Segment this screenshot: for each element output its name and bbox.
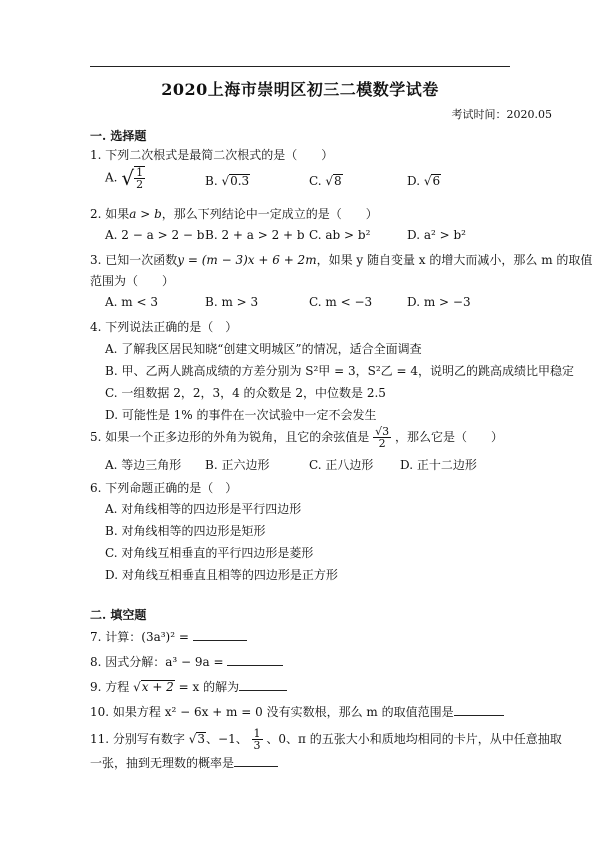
- question-5-option-a: A. 等边三角形: [105, 458, 182, 472]
- question-1-option-c: C. √8: [309, 174, 342, 188]
- question-4-option-b: B. 甲、乙两人跳高成绩的方差分别为 S²甲 = 3，S²乙 = 4，说明乙的跳高成绩比甲稳定: [105, 364, 574, 378]
- question-6-stem: 6. 下列命题正确的是（ ）: [90, 481, 238, 495]
- question-3-option-d: D. m > −3: [407, 295, 471, 309]
- question-1-stem: 1. 下列二次根式是最简二次根式的是（ ）: [90, 148, 334, 162]
- question-3-stem-line1: 3. 已知一次函数y = (m − 3)x + 6 + 2m，如果 y 随自变量 x 的增大而减小，那么 m 的取值: [90, 253, 593, 267]
- question-9: 9. 方程 √x + 2 = x 的解为: [90, 678, 287, 695]
- question-1-option-d: D. √6: [407, 174, 441, 188]
- question-4-option-c: C. 一组数据 2，2，3，4 的众数是 2，中位数是 2.5: [105, 386, 386, 400]
- question-3-option-b: B. m > 3: [205, 295, 259, 309]
- question-5-option-d: D. 正十二边形: [400, 458, 477, 472]
- question-4-option-d: D. 可能性是 1% 的事件在一次试验中一定不会发生: [105, 408, 377, 422]
- answer-blank-8[interactable]: [227, 655, 283, 666]
- question-2-option-c: C. ab > b²: [309, 228, 371, 242]
- question-4-stem: 4. 下列说法正确的是（ ）: [90, 320, 238, 334]
- question-8: 8. 因式分解：a³ − 9a =: [90, 653, 283, 670]
- answer-blank-10[interactable]: [454, 705, 504, 716]
- question-3-stem-line2: 范围为（ ）: [90, 274, 175, 288]
- question-7: 7. 计算：(3a³)² =: [90, 628, 247, 645]
- question-11-line2: 一张，抽到无理数的概率是: [90, 754, 278, 771]
- question-2-stem: 2. 如果a > b，那么下列结论中一定成立的是（ ）: [90, 207, 378, 221]
- question-4-option-a: A. 了解我区居民知晓“创建文明城区”的情况，适合全面调查: [105, 342, 422, 356]
- question-10: 10. 如果方程 x² − 6x + m = 0 没有实数根，那么 m 的取值范围是: [90, 703, 504, 720]
- answer-blank-7[interactable]: [193, 630, 247, 641]
- exam-time: 考试时间：2020.05: [451, 108, 552, 121]
- question-1-option-b: B. √0.3: [205, 174, 250, 188]
- question-5-stem: 5. 如果一个正多边形的外角为锐角，且它的余弦值是 $\frac{√3}{2}$ ，那么它是（ ）: [90, 425, 503, 450]
- question-6-option-b: B. 对角线相等的四边形是矩形: [105, 524, 266, 538]
- section-heading-fill: 二. 填空题: [90, 608, 147, 622]
- answer-blank-11[interactable]: [234, 756, 278, 767]
- answer-blank-9[interactable]: [239, 680, 287, 691]
- section-heading-choice: 一. 选择题: [90, 129, 147, 143]
- question-5-option-b: B. 正六边形: [205, 458, 270, 472]
- page-title: 2020上海市崇明区初三二模数学试卷: [161, 80, 439, 99]
- header-rule: [90, 66, 510, 67]
- question-2-option-a: A. 2 − a > 2 − b: [105, 228, 205, 242]
- question-2-option-b: B. 2 + a > 2 + b: [205, 228, 305, 242]
- question-6-option-a: A. 对角线相等的四边形是平行四边形: [105, 502, 302, 516]
- question-3-option-c: C. m < −3: [309, 295, 373, 309]
- question-11-line1: 11. 分别写有数字 √3、−1、 $\frac{1}{3}$ 、0、π 的五张大小和质地均相同的卡片，从中任意抽取: [90, 727, 562, 752]
- question-2-option-d: D. a² > b²: [407, 228, 466, 242]
- question-5-option-c: C. 正八边形: [309, 458, 374, 472]
- question-6-option-c: C. 对角线互相垂直的平行四边形是菱形: [105, 546, 314, 560]
- question-6-option-d: D. 对角线互相垂直且相等的四边形是正方形: [105, 568, 338, 582]
- question-3-option-a: A. m < 3: [105, 295, 158, 309]
- question-1-option-a: A. √ $\frac{1}{2}$: [105, 166, 144, 191]
